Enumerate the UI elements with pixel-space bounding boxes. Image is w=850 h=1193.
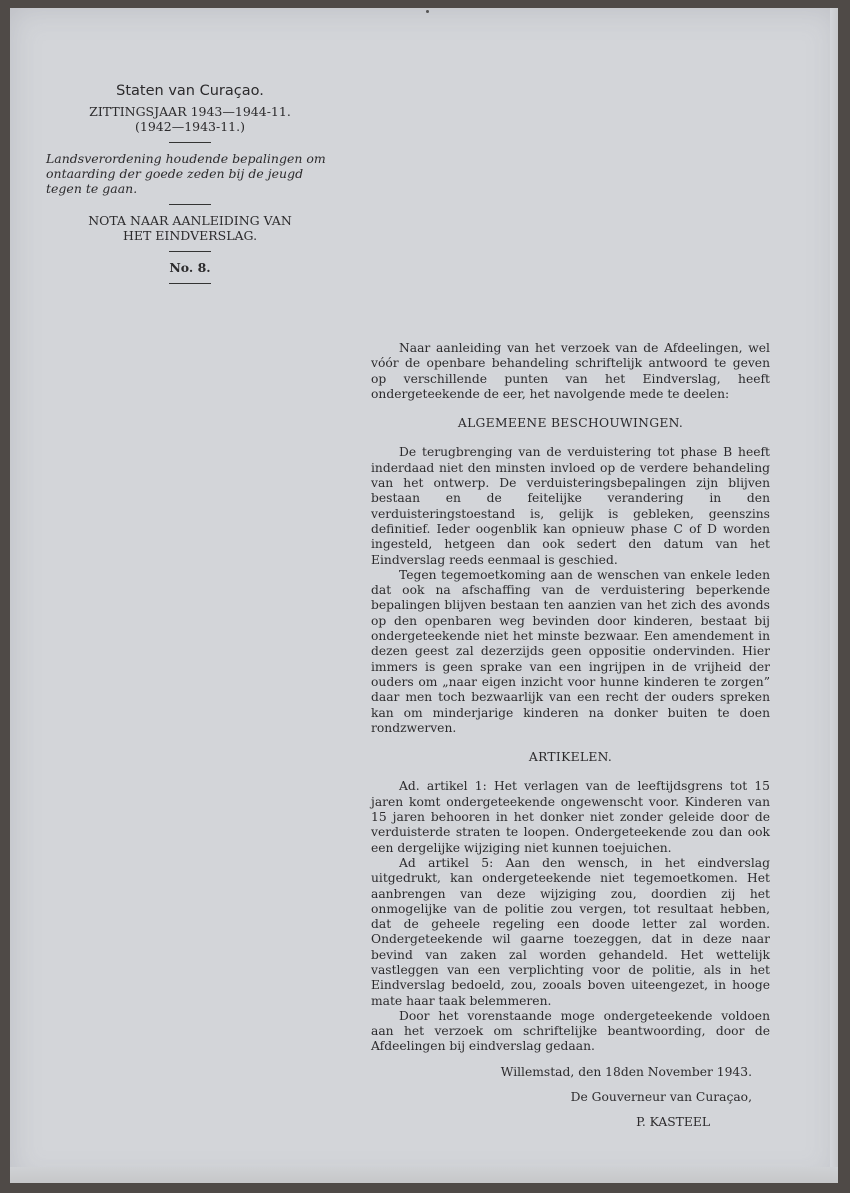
heading-general: ALGEMEENE BESCHOUWINGEN.	[457, 416, 684, 431]
intro-paragraph: Naar aanleiding van het verzoek van de Afdeelingen, wel vóór de openbare behandeling schriftelijk antwoord te geven op verschillende punten van het Eindverslag, heeft ondergeteekende de eer, het navolgende mede te deelen:	[371, 341, 770, 401]
doc-type-line2: HET EINDVERSLAG.	[122, 228, 258, 243]
document-number: No. 8.	[169, 260, 211, 275]
page-bottom-band	[10, 1167, 838, 1183]
place-date: Willemstad, den 18den November 1943.	[500, 1064, 752, 1079]
document-body	[371, 341, 770, 1131]
header-title: Staten van Curaçao.	[116, 83, 264, 99]
subject-text: Landsverordening houdende bepalingen om ontaarding der goede zeden bij de jeugd tegen te gaan.	[46, 151, 326, 196]
general-paragraph-1: De terugbrenging van de verduistering tot phase B heeft inderdaad niet den minsten invloed op de verdere behandeling van het ontwerp. De verduisteringsbepalingen zijn blijven bestaan en de feitelijke verandering in den verduisteringstoestand is, gelijk is gebleken, geenszins definitief. Ieder oogenblik kan opnieuw phase C of D worden ingesteld, hetgeen dan ook sedert den datum van het Eindverslag reeds eenmaal is geschied.	[371, 445, 770, 567]
divider	[169, 142, 211, 143]
session-sub: (1942—1943-11.)	[135, 119, 245, 134]
page-edge	[830, 8, 838, 1183]
article-5-paragraph: Ad artikel 5: Aan den wensch, in het eindverslag uitgedrukt, kan ondergeteekende niet tegemoetkomen. Het aanbrengen van deze wijziging zou, doordien zij het onmogelijke van de politie zou vergen, tot resultaat hebben, dat de geheele regeling een doode letter zal worden. Ondergeteekende wil gaarne toezeggen, dat in deze naar bevind van zaken zal worden gehandeld. Het wettelijk vastleggen van een verplichting voor de politie, als in het Eindverslag bedoeld, zou, zooals boven uiteengezet, in hooge mate haar taak belemmeren.	[371, 855, 770, 1008]
article-1-paragraph: Ad. artikel 1: Het verlagen van de leeftijdsgrens tot 15 jaren komt ondergeteekende ongewenscht voor. Kinderen van 15 jaren behooren in het donker niet zonder geleide door de verduisterde straten te loopen. Ondergeteekende zou dan ook een dergelijke wijziging niet kunnen toejuichen.	[371, 779, 770, 855]
signatory-name: P. KASTEEL	[636, 1115, 710, 1130]
punch-mark	[426, 10, 429, 13]
general-paragraph-2: Tegen tegemoetkoming aan de wenschen van enkele leden dat ook na afschaffing van de verduistering beperkende bepalingen blijven bestaan ten aanzien van het zich des avonds op den openbaren weg bevinden door kinderen, bestaat bij ondergeteekende niet het minste bezwaar. Een amendement in dezen geest zal dezerzijds geen oppositie ondervinden. Hier immers is geen sprake van een ingrijpen in de vrijheid der ouders om „naar eigen inzicht voor hunne kinderen te zorgen” daar men toch bezwaarlijk van een recht der ouders spreken kan om minderjarige kinderen na donker buiten te doen rondzwerven.	[371, 567, 770, 735]
divider	[169, 251, 211, 252]
divider	[169, 283, 211, 284]
signatory-role: De Gouverneur van Curaçao,	[570, 1090, 752, 1105]
heading-articles: ARTIKELEN.	[528, 750, 613, 765]
session-year: ZITTINGSJAAR 1943—1944-11.	[89, 104, 291, 119]
closing-paragraph: Door het vorenstaande moge ondergeteekende voldoen aan het verzoek om schriftelijke beantwoording, door de Afdeelingen bij eindverslag gedaan.	[371, 1008, 770, 1054]
document-header	[40, 84, 340, 292]
divider	[169, 204, 211, 205]
doc-type-line1: NOTA NAAR AANLEIDING VAN	[88, 213, 292, 228]
